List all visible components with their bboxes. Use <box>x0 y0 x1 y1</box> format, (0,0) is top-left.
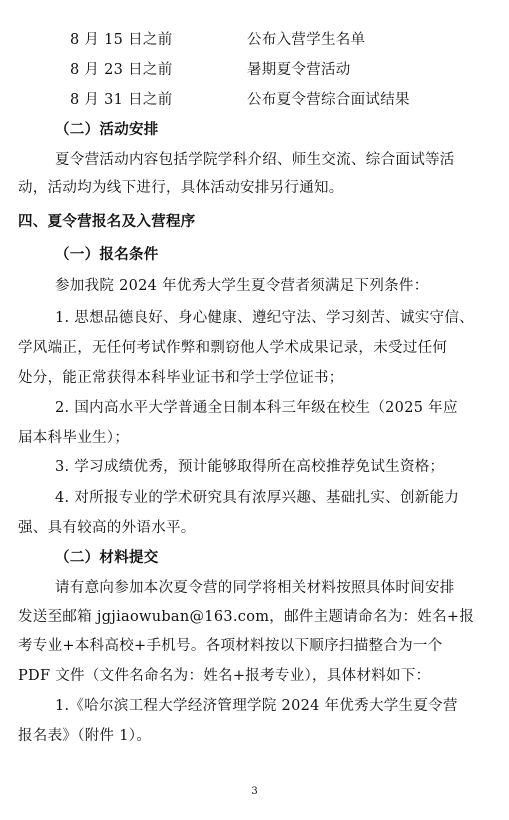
condition-1-line-2: 学风端正，无任何考试作弊和剽窃他人学术成果记录，未受过任何 <box>18 340 448 356</box>
materials-item-1-line-1: 1.《哈尔滨工程大学经济管理学院 2024 年优秀大学生夏令营 <box>55 698 458 714</box>
condition-4-line-1: 4. 对所报专业的学术研究具有浓厚兴趣、基础扎实、创新能力 <box>55 490 460 506</box>
page-number: 3 <box>251 786 258 797</box>
materials-heading: （二）材料提交 <box>55 549 159 566</box>
activity-line-2: 动，活动均为线下进行，具体活动安排另行通知。 <box>18 180 344 196</box>
schedule-date-1: 8 月 15 日之前 <box>70 32 173 48</box>
schedule-date-3: 8 月 31 日之前 <box>70 92 173 108</box>
condition-3: 3. 学习成绩优秀，预计能够取得所在高校推荐免试生资格； <box>55 459 445 475</box>
materials-line-3: 考专业+本科高校+手机号。各项材料按以下顺序扫描整合为一个 <box>18 638 443 654</box>
conditions-heading: （一）报名条件 <box>55 246 159 263</box>
schedule-event-3: 公布夏令营综合面试结果 <box>247 92 410 108</box>
materials-item-1-line-2: 报名表》（附件 1）。 <box>18 728 152 744</box>
condition-1-line-1: 1. 思想品德良好、身心健康、遵纪守法、学习刻苦、诚实守信、 <box>55 310 474 326</box>
conditions-intro: 参加我院 2024 年优秀大学生夏令营者须满足下列条件： <box>55 278 429 294</box>
condition-4-line-2: 强、具有较高的外语水平。 <box>18 520 196 536</box>
condition-2-line-1: 2. 国内高水平大学普通全日制本科三年级在校生（2025 年应 <box>55 400 458 416</box>
condition-1-line-3: 处分，能正常获得本科毕业证书和学士学位证书； <box>18 370 344 386</box>
materials-line-4: PDF 文件（文件名命名为：姓名+报考专业），具体材料如下： <box>18 668 431 684</box>
activity-heading: （二）活动安排 <box>55 121 159 138</box>
materials-line-2: 发送至邮箱 jgjiaowuban@163.com，邮件主题请命名为：姓名+报 <box>18 609 475 625</box>
materials-line-1: 请有意向参加本次夏令营的同学将相关材料按照具体时间安排 <box>55 580 455 596</box>
schedule-date-2: 8 月 23 日之前 <box>70 62 173 78</box>
schedule-event-1: 公布入营学生名单 <box>247 32 366 48</box>
section-4-heading: 四、夏令营报名及入营程序 <box>18 213 196 230</box>
schedule-event-2: 暑期夏令营活动 <box>247 62 351 78</box>
condition-2-line-2: 届本科毕业生）； <box>18 430 130 446</box>
activity-line-1: 夏令营活动内容包括学院学科介绍、师生交流、综合面试等活 <box>55 152 455 168</box>
